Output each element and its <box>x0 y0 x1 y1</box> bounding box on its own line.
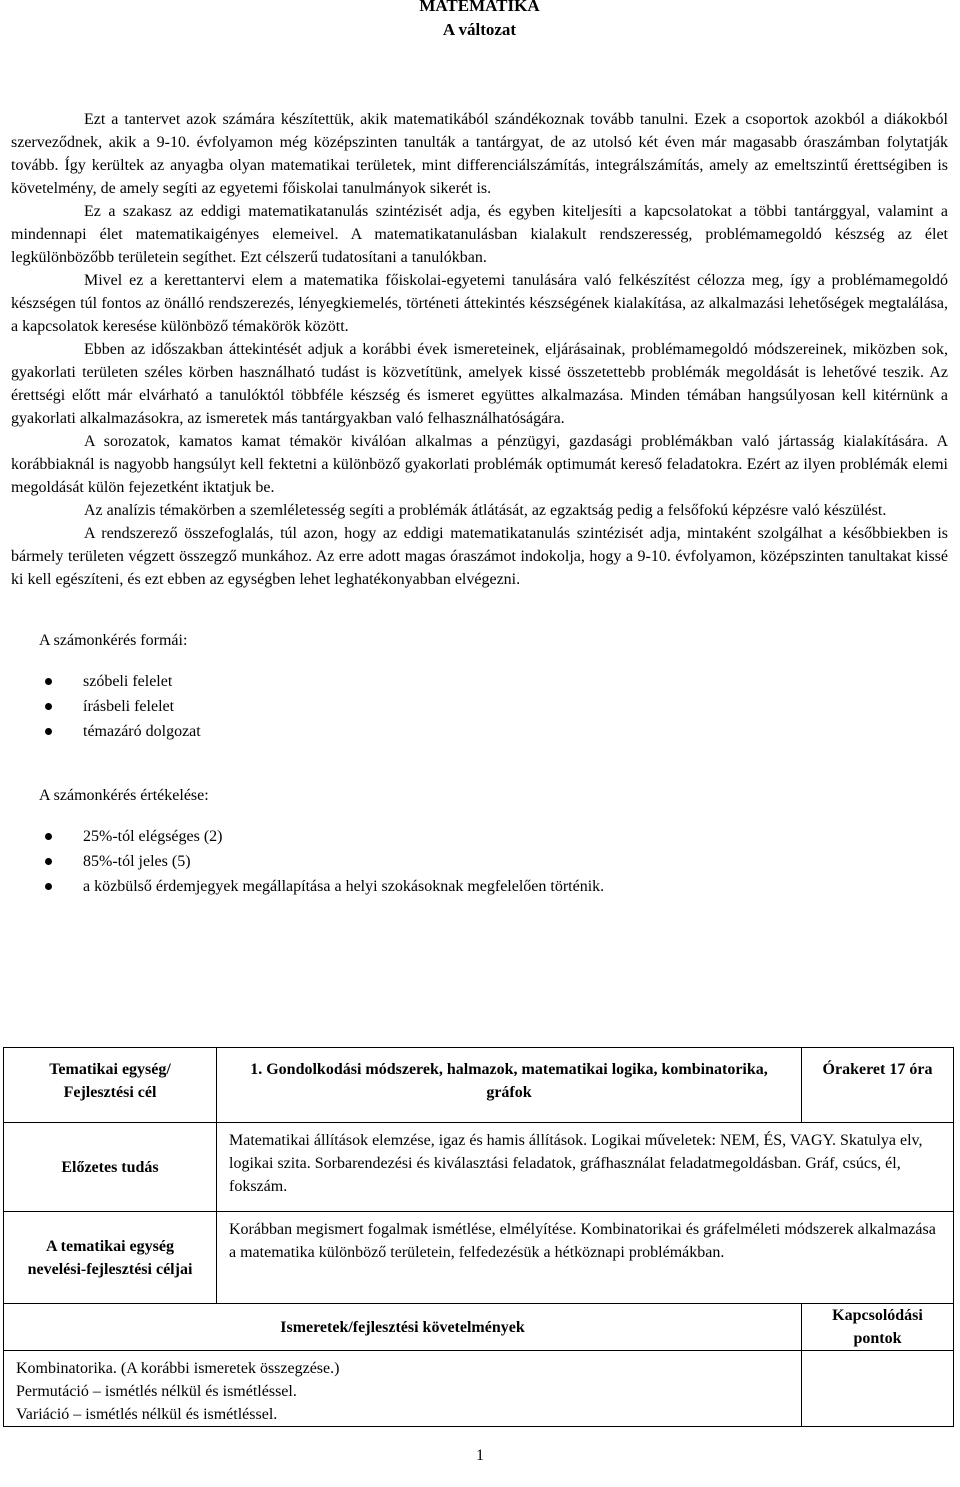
paragraph: Az analízis témakörben a szemléletesség segíti a problémák átlátását, az egzaktság pedig a felsőfokú képzésre való készülést. <box>84 502 887 519</box>
page-number: 1 <box>476 1447 484 1464</box>
content-line: Permutáció – ismétlés nélkül és ismétléssel. <box>16 1383 297 1400</box>
document-title <box>11 0 948 42</box>
paragraph: Ez a szakasz az eddigi matematikatanulás szintézisét adja, és egyben kiteljesíti a kapcsolatokat a többi tantárggyal, valamint a mindennapi élet matematikaigényes elemeivel. A matematikatanulásban kialakult rendszeresség, problémamegoldó készség az élet legkülönbözőbb területein segíthet. Ezt célszerű tudatosítani a tanulókban. <box>11 203 948 266</box>
curriculum-table <box>3 1047 954 1427</box>
unit-label-cell: Tematikai egység/ Fejlesztési cél <box>4 1048 217 1123</box>
knowledge-column-header: Ismeretek/fejlesztési követelmények <box>4 1304 802 1351</box>
list-item: írásbeli felelet <box>11 694 948 719</box>
table-row <box>4 1351 954 1427</box>
assessment-forms-label: A számonkérés formái: <box>39 632 188 649</box>
document-page <box>11 0 948 899</box>
hours-cell: Órakeret 17 óra <box>802 1048 954 1123</box>
prior-knowledge-label: Előzetes tudás <box>4 1123 217 1212</box>
table-row <box>4 1123 954 1212</box>
list-item: 85%-tól jeles (5) <box>11 849 948 874</box>
table-row <box>4 1304 954 1351</box>
list-item: a közbülső érdemjegyek megállapítása a helyi szokásoknak megfelelően történik. <box>11 874 948 899</box>
paragraph: Mivel ez a kerettantervi elem a matematika főiskolai-egyetemi tanulására való felkészítést célozza meg, így a problémamegoldó készségen túl fontos az önálló rendszerezés, lényegkiemelés, történeti áttekintés készségének kialakítása, az alkalmazási lehetőségek megtalálása, a kapcsolatok keresése különböző témakörök között. <box>11 272 948 335</box>
goals-text: Korábban megismert fogalmak ismétlése, elmélyítése. Kombinatorikai és gráfelméleti módszerek alkalmazása a matematika különböző területein, felfedezésük a hétköznapi problémákban. <box>217 1212 954 1304</box>
paragraph: A sorozatok, kamatos kamat témakör kiválóan alkalmas a pénzügyi, gazdasági problémákban való jártasság kialakítására. A korábbiaknál is nagyobb hangsúlyt kell fektetni a különböző gyakorlati problémák optimumát kereső feladatokra. Ezért az ilyen problémák elemi megoldását külön fejezetként iktatjuk be. <box>11 433 948 496</box>
list-item: szóbeli felelet <box>11 669 948 694</box>
intro-text <box>11 108 948 591</box>
list-item: témazáró dolgozat <box>11 719 948 744</box>
paragraph: Ezt a tantervet azok számára készítettük, akik matematikából szándékoznak tovább tanulni. Ezek a csoportok azokból a diákokból szerveződnek, akik a 9-10. évfolyamon még középszinten tanulták a tantárgyat, de az utolsó két éven már magasabb óraszámban folytatják tovább. Így kerültek az anyagba olyan matematikai területek, mint differenciálszámítás, integrálszámítás, amely az emeltszintű érettségiben is követelmény, de amely segíti az egyetemi főiskolai tanulmányok sikerét is. <box>11 111 948 197</box>
title-main: MATEMATIKA <box>419 0 540 15</box>
content-line: Kombinatorika. (A korábbi ismeretek összegzése.) <box>16 1360 340 1377</box>
assessment-evaluation-list <box>11 824 948 899</box>
connections-column-header: Kapcsolódási pontok <box>802 1304 954 1351</box>
goals-label: A tematikai egység nevelési-fejlesztési céljai <box>4 1212 217 1304</box>
knowledge-content-cell <box>4 1351 802 1427</box>
table-row <box>4 1212 954 1304</box>
title-variant: A változat <box>442 20 517 39</box>
assessment-forms-list <box>11 669 948 744</box>
unit-title-cell: 1. Gondolkodási módszerek, halmazok, matematikai logika, kombinatorika, gráfok <box>217 1048 802 1123</box>
content-line: Variáció – ismétlés nélkül és ismétléssel. <box>16 1406 278 1423</box>
table-row <box>4 1048 954 1123</box>
connections-content-cell <box>802 1351 954 1427</box>
paragraph: A rendszerező összefoglalás, túl azon, hogy az eddigi matematikatanulás szintézisét adja, mintaként szolgálhat a későbbiekben is bármely területen végzett összegző munkához. Az erre adott magas óraszámot indokolja, hogy a 9-10. évfolyamon, középszinten tanultakat kissé ki kell egészíteni, és ezt ebben az egységben lehet leghatékonyabban elvégezni. <box>11 525 948 588</box>
list-item: 25%-tól elégséges (2) <box>11 824 948 849</box>
prior-knowledge-text: Matematikai állítások elemzése, igaz és hamis állítások. Logikai műveletek: NEM, ÉS, VAGY. Skatulya elv, logikai szita. Sorbarendezési és kiválasztási feladatok, gráfhasználat feladatmegoldásban. Gráf, csúcs, él, fokszám. <box>217 1123 954 1212</box>
paragraph: Ebben az időszakban áttekintését adjuk a korábbi évek ismereteinek, eljárásainak, problémamegoldó módszereinek, miközben sok, gyakorlati területen széles körben használható tudást is közvetítünk, amelyek kissé összetettebb problémák megoldását is lehetővé teszik. Az érettségi előtt már elvárható a tanulóktól többféle készség és ismeret együttes alkalmazása. Minden témában hangsúlyosan kell kitérnünk a gyakorlati alkalmazásokra, az ismeretek más tantárgyakban való felhasználhatóságára. <box>11 341 948 427</box>
assessment-evaluation-label: A számonkérés értékelése: <box>39 787 209 804</box>
